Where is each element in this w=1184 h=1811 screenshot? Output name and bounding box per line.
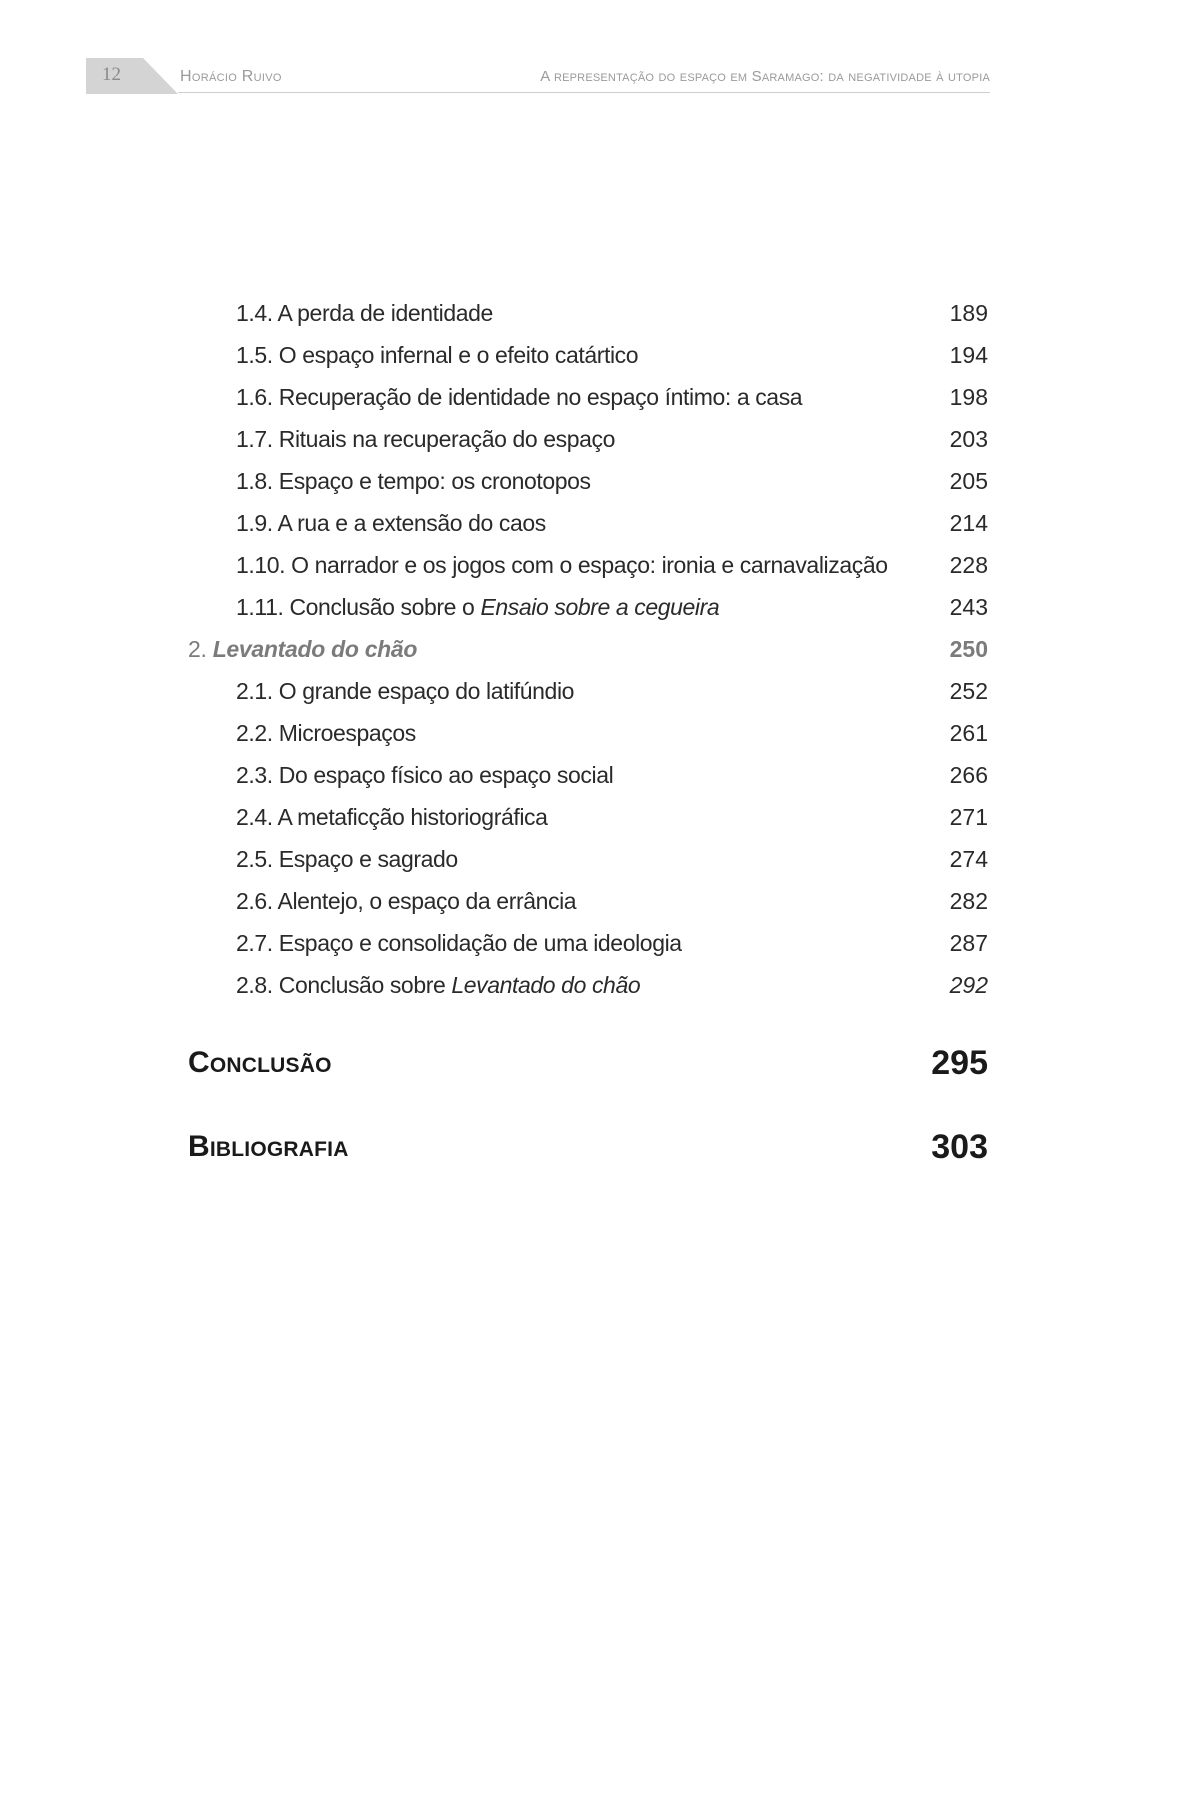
toc-entry-page: 189: [949, 300, 988, 326]
toc-entry: [188, 502, 988, 544]
toc-entry-label: 1.6. Recuperação de identidade no espaço íntimo: a casa: [236, 384, 803, 410]
toc-entry: [188, 418, 988, 460]
toc-entry: [188, 376, 988, 418]
header-rule: [178, 92, 990, 93]
toc-entry-page: 198: [949, 384, 988, 410]
toc-entry-page: 261: [949, 720, 988, 746]
header-author: Horácio Ruivo: [180, 68, 282, 85]
toc-entry-label: 2.3. Do espaço físico ao espaço social: [236, 762, 614, 788]
toc-major-page: 303: [931, 1128, 988, 1166]
toc-entry-label: 2.2. Microespaços: [236, 720, 416, 746]
toc-entry-page: 292: [949, 972, 988, 998]
toc-major-entry-bibliography: [188, 1118, 988, 1176]
toc-entry-page: 243: [949, 594, 988, 620]
toc-entry: [188, 712, 988, 754]
toc-entry-label: 1.11. Conclusão sobre o Ensaio sobre a cegueira: [236, 594, 720, 620]
toc-chapter-label: 2. Levantado do chão: [188, 636, 418, 662]
toc-entry: [188, 796, 988, 838]
toc-entry: [188, 754, 988, 796]
toc-entry: [188, 964, 988, 1006]
toc-entry: [188, 586, 988, 628]
toc-entry-label: 2.4. A metaficção historiográfica: [236, 804, 548, 830]
toc-major-page: 295: [931, 1044, 988, 1082]
toc-entry-page: 282: [949, 888, 988, 914]
toc-entry: [188, 544, 988, 586]
toc-entry: [188, 880, 988, 922]
toc-entry-label: 1.8. Espaço e tempo: os cronotopos: [236, 468, 591, 494]
table-of-contents: [188, 292, 988, 1176]
toc-entry-page: 214: [949, 510, 988, 536]
toc-chapter-page: 250: [949, 636, 988, 662]
toc-entry: [188, 922, 988, 964]
toc-entry-label: 1.5. O espaço infernal e o efeito catártico: [236, 342, 639, 368]
toc-entry-label: 1.10. O narrador e os jogos com o espaço: ironia e carnavalização: [236, 552, 888, 578]
page-number-tab: [86, 58, 178, 94]
toc-chapter-heading: [188, 628, 988, 670]
toc-entry-label: 1.4. A perda de identidade: [236, 300, 493, 326]
toc-entry: [188, 670, 988, 712]
toc-entry-page: 203: [949, 426, 988, 452]
running-header: [86, 54, 990, 94]
toc-entry: [188, 334, 988, 376]
toc-entry-label: 2.1. O grande espaço do latifúndio: [236, 678, 575, 704]
toc-entry-label: 1.9. A rua e a extensão do caos: [236, 510, 546, 536]
toc-entry-label: 2.8. Conclusão sobre Levantado do chão: [236, 972, 641, 998]
toc-entry-page: 194: [949, 342, 988, 368]
toc-major-label: Bibliografia: [188, 1130, 349, 1163]
toc-entry-page: 274: [949, 846, 988, 872]
toc-entry-label: 1.7. Rituais na recuperação do espaço: [236, 426, 616, 452]
toc-entry-page: 252: [949, 678, 988, 704]
toc-entry-label: 2.7. Espaço e consolidação de uma ideologia: [236, 930, 682, 956]
toc-major-label: Conclusão: [188, 1046, 332, 1079]
page-number: 12: [102, 64, 121, 85]
toc-entry-page: 228: [949, 552, 988, 578]
toc-entry-page: 287: [949, 930, 988, 956]
toc-major-entry-conclusion: [188, 1034, 988, 1092]
toc-entry-page: 271: [949, 804, 988, 830]
toc-entry: [188, 460, 988, 502]
header-book-title: A representação do espaço em Saramago: da negatividade à utopia: [540, 68, 990, 85]
toc-entry-page: 266: [949, 762, 988, 788]
toc-entry: [188, 292, 988, 334]
toc-entry-page: 205: [949, 468, 988, 494]
toc-entry-label: 2.5. Espaço e sagrado: [236, 846, 458, 872]
toc-entry: [188, 838, 988, 880]
toc-entry-label: 2.6. Alentejo, o espaço da errância: [236, 888, 577, 914]
